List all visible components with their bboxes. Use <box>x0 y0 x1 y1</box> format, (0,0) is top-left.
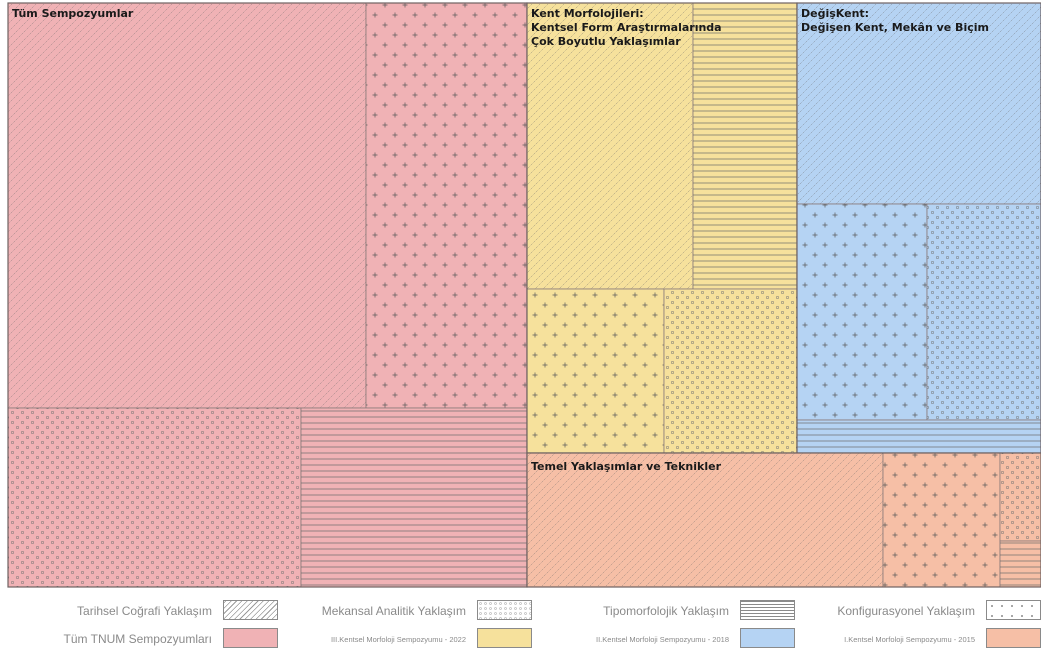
treemap-group-label: Temel Yaklaşımlar ve Teknikler <box>531 460 721 473</box>
treemap-cell-pattern <box>1000 453 1041 541</box>
legend-approaches <box>0 598 1041 628</box>
legend-label: III.Kentsel Morfoloji Sempozyumu - 2022 <box>330 635 466 644</box>
treemap-cell-pattern <box>366 3 527 408</box>
legend-item <box>20 598 278 628</box>
treemap-cell-pattern <box>8 408 301 587</box>
legend-label: II.Kentsel Morfoloji Sempozyumu - 2018 <box>596 635 729 644</box>
legend-item <box>540 598 795 628</box>
treemap-cell-pattern <box>664 289 797 453</box>
legend-label: Tüm TNUM Sempozyumları <box>63 632 212 646</box>
legend-label: Konfigurasyonel Yaklaşım <box>837 604 975 618</box>
legend-item <box>800 626 1041 656</box>
legend-swatch <box>223 600 278 620</box>
legend-item <box>20 626 278 656</box>
treemap-cell-pattern <box>797 420 1041 453</box>
treemap-cell-pattern <box>527 289 664 453</box>
legend-label: I.Kentsel Morfoloji Sempozyumu - 2015 <box>844 635 975 644</box>
legend-swatch <box>986 628 1041 648</box>
treemap-cell-pattern <box>693 3 797 289</box>
legend-swatch <box>223 628 278 648</box>
legend-swatch <box>740 628 795 648</box>
legend-item <box>800 598 1041 628</box>
treemap-cell-pattern <box>883 453 1000 587</box>
legend-label: Tarihsel Coğrafi Yaklaşım <box>77 604 212 618</box>
legend-item <box>285 598 532 628</box>
legend-label: Tipomorfolojik Yaklaşım <box>603 604 729 618</box>
legend <box>0 592 1041 660</box>
treemap-group-label: Tüm Sempozyumlar <box>12 7 134 20</box>
treemap-cell-pattern <box>301 408 527 587</box>
legend-item <box>540 626 795 656</box>
treemap-cell-pattern <box>1000 541 1041 587</box>
treemap-group-label: DeğişKent: Değişen Kent, Mekân ve Biçim <box>801 7 989 34</box>
legend-label: Mekansal Analitik Yaklaşım <box>321 604 466 618</box>
treemap-group-label: Kent Morfolojileri: Kentsel Form Araştırmalarında Çok Boyutlu Yaklaşımlar <box>531 7 722 48</box>
treemap-cell-pattern <box>927 204 1041 420</box>
legend-symposia <box>0 626 1041 656</box>
treemap-cell-pattern <box>527 453 883 587</box>
legend-swatch <box>740 600 795 620</box>
treemap-cell-pattern <box>797 204 927 420</box>
legend-swatch <box>477 628 532 648</box>
legend-swatch <box>477 600 532 620</box>
treemap-cell-pattern <box>8 3 366 408</box>
legend-swatch <box>986 600 1041 620</box>
legend-item <box>285 626 532 656</box>
